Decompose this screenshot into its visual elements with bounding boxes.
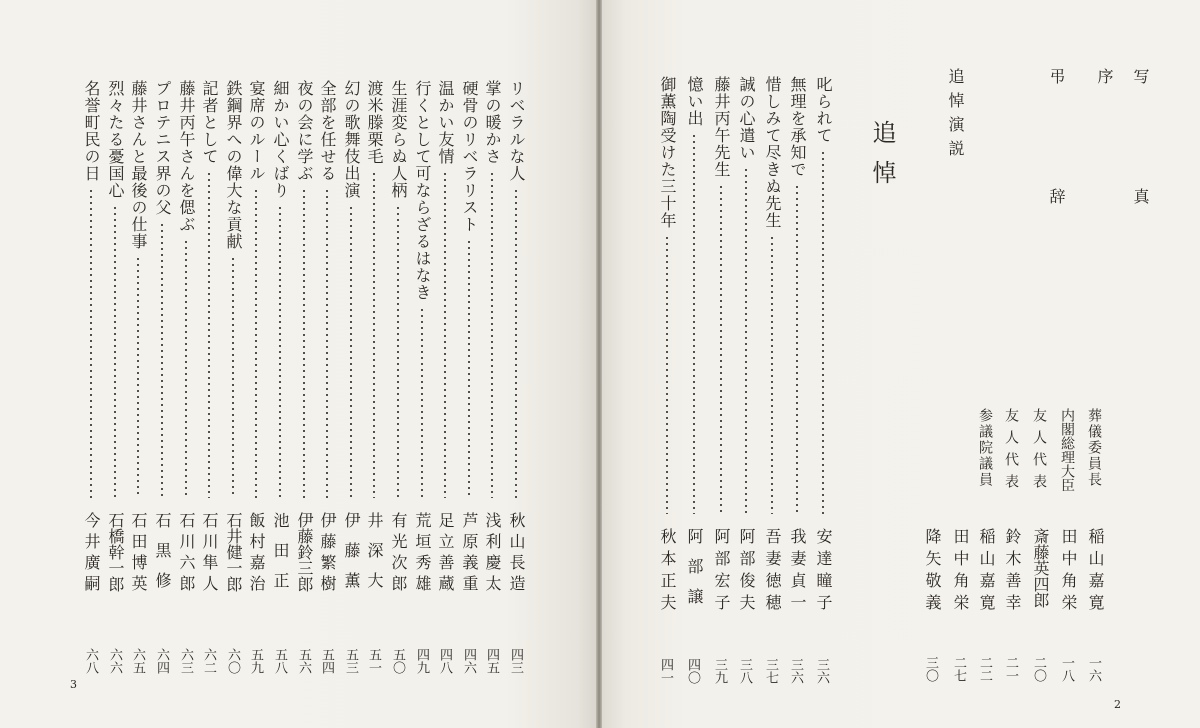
leader-dots <box>745 167 747 514</box>
toc-entry-title: 藤井丙午先生 <box>712 76 731 178</box>
toc-entry-author: 飯村嘉治 <box>247 512 266 596</box>
toc-entry-author: 井深大 <box>365 512 384 602</box>
toc-entry-title: 憶い出 <box>685 76 704 127</box>
official-name: 田中角栄 <box>951 528 970 616</box>
toc-entry-author: 石橋幹一郎 <box>106 512 125 592</box>
leader-dots <box>720 184 722 514</box>
toc-entry-page: 六三 <box>178 648 193 674</box>
toc-entry-page: 四一 <box>658 658 673 684</box>
toc-entry-page: 六六 <box>107 648 122 674</box>
official-role: 葬儀委員長 <box>1086 408 1102 488</box>
toc-entry-page: 五四 <box>319 648 334 674</box>
leader-dots <box>114 205 116 498</box>
toc-entry-page: 三八 <box>737 658 752 684</box>
official-page: 二七 <box>951 656 966 682</box>
toc-entry-author: 浅利慶太 <box>483 512 502 596</box>
leader-dots <box>137 256 139 498</box>
toc-entry-author: 安達瞳子 <box>814 528 833 616</box>
leader-dots <box>421 307 423 498</box>
toc-entry-page: 四〇 <box>685 658 700 684</box>
official-name: 降矢敬義 <box>923 528 942 616</box>
toc-entry-title: 細かい心くばり <box>271 80 290 199</box>
toc-entry-page: 四六 <box>461 648 476 674</box>
toc-entry-title: 藤井丙午さんを偲ぶ <box>177 80 196 233</box>
official-name: 稲山嘉寛 <box>1086 528 1105 616</box>
toc-entry-page: 六〇 <box>225 648 240 674</box>
official-name: 鈴木善幸 <box>1003 528 1022 616</box>
toc-entry-title: リベラルな人 <box>507 80 526 182</box>
toc-entry-page: 四九 <box>414 648 429 674</box>
leader-dots <box>693 133 695 514</box>
toc-entry-author: 芦原義重 <box>460 512 479 596</box>
official-page: 一八 <box>1059 656 1074 682</box>
toc-entry-page: 三七 <box>763 658 778 684</box>
toc-entry-page: 三六 <box>814 658 829 684</box>
toc-entry-author: 阿部俊夫 <box>737 528 756 616</box>
toc-entry-page: 六二 <box>201 648 216 674</box>
right-folio: 2 <box>1114 698 1121 711</box>
toc-entry-page: 三九 <box>712 658 727 684</box>
official-name: 稲山嘉寛 <box>977 528 996 616</box>
right-page <box>602 0 1200 728</box>
toc-entry-author: 伊藤繁樹 <box>318 512 337 596</box>
toc-entry-title: 藤井さんと最後の仕事 <box>129 80 148 250</box>
toc-entry-author: 吾妻徳穂 <box>763 528 782 616</box>
toc-entry-author: 石井健一郎 <box>224 512 243 592</box>
section-title: 追悼 <box>868 120 896 200</box>
toc-entry-title: 幻の歌舞伎出演 <box>342 80 361 199</box>
leader-dots <box>232 256 234 498</box>
leader-dots <box>373 171 375 498</box>
toc-entry-author: 秋本正夫 <box>658 528 677 616</box>
official-page: 二一 <box>1003 656 1018 682</box>
toc-entry-page: 五六 <box>296 648 311 674</box>
toc-entry-title: 夜の会に学ぶ <box>295 80 314 182</box>
toc-entry-page: 六五 <box>130 648 145 674</box>
toc-entry-title: 鉄鋼界への偉大な貢献 <box>224 80 243 250</box>
leader-dots <box>397 205 399 498</box>
toc-entry-author: 伊藤薫 <box>342 512 361 602</box>
official-page: 二〇 <box>1031 656 1046 682</box>
toc-entry-title: 誠の心遣い <box>737 76 756 161</box>
toc-entry-page: 五三 <box>343 648 358 674</box>
leader-dots <box>468 239 470 498</box>
toc-entry-title: 宴席のルール <box>247 80 266 182</box>
toc-entry-author: 有光次郎 <box>389 512 408 596</box>
toc-entry-title: 全部を任せる <box>318 80 337 182</box>
leader-dots <box>771 235 773 514</box>
toc-entry-author: 池田正 <box>271 512 290 602</box>
left-page <box>0 0 596 728</box>
toc-entry-title: 掌の暖かさ <box>483 80 502 165</box>
leader-dots <box>666 235 668 514</box>
toc-entry-page: 五九 <box>248 648 263 674</box>
toc-entry-page: 六八 <box>83 648 98 674</box>
toc-entry-title: 烈々たる憂国心 <box>106 80 125 199</box>
toc-entry-page: 四三 <box>508 648 523 674</box>
leader-dots <box>326 188 328 498</box>
leader-dots <box>796 184 798 514</box>
toc-entry-page: 五〇 <box>390 648 405 674</box>
front-matter-item: 追悼演説 <box>946 68 965 164</box>
toc-entry-title: 惜しみて尽きぬ先生 <box>763 76 782 229</box>
toc-entry-author: 石川隼人 <box>200 512 219 596</box>
leader-dots <box>90 188 92 498</box>
left-folio: 3 <box>70 678 77 691</box>
leader-dots <box>208 171 210 498</box>
toc-entry-title: 硬骨のリベラリスト <box>460 80 479 233</box>
leader-dots <box>444 171 446 498</box>
toc-entry-author: 秋山長造 <box>507 512 526 596</box>
official-page: 二二 <box>977 656 992 682</box>
toc-entry-title: 渡米滕栗毛 <box>365 80 384 165</box>
leader-dots <box>491 171 493 498</box>
toc-entry-title: プロテニス界の父 <box>153 80 172 216</box>
front-matter-item: 弔 辞 <box>1047 68 1066 228</box>
toc-entry-title: 温かい友情 <box>436 80 455 165</box>
toc-entry-author: 我妻貞一 <box>788 528 807 616</box>
toc-entry-page: 六四 <box>154 648 169 674</box>
toc-entry-author: 伊藤鈴三郎 <box>295 512 314 592</box>
leader-dots <box>515 188 517 498</box>
leader-dots <box>303 188 305 498</box>
leader-dots <box>255 188 257 498</box>
toc-entry-author: 阿部宏子 <box>712 528 731 616</box>
official-role: 友人代表 <box>1031 408 1047 496</box>
toc-entry-author: 石川六郎 <box>177 512 196 596</box>
front-matter-item: 序 <box>1095 68 1114 85</box>
toc-entry-title: 無理を承知で <box>788 76 807 178</box>
toc-entry-title: 叱られて <box>814 76 833 144</box>
official-role: 内閣総理大臣 <box>1059 408 1075 492</box>
toc-entry-page: 四五 <box>484 648 499 674</box>
toc-entry-page: 五八 <box>272 648 287 674</box>
toc-entry-page: 五一 <box>366 648 381 674</box>
toc-entry-author: 阿部譲 <box>685 528 704 618</box>
toc-entry-title: 名誉町民の日 <box>82 80 101 182</box>
official-page: 三〇 <box>923 656 938 682</box>
leader-dots <box>185 239 187 498</box>
toc-entry-title: 行くとして可ならざるはなき <box>413 80 432 301</box>
toc-entry-title: 生涯変らぬ人柄 <box>389 80 408 199</box>
leader-dots <box>161 222 163 498</box>
leader-dots <box>822 150 824 514</box>
toc-entry-page: 四八 <box>437 648 452 674</box>
toc-entry-author: 石田博英 <box>129 512 148 596</box>
toc-entry-author: 足立善蔵 <box>436 512 455 596</box>
toc-entry-author: 今井廣嗣 <box>82 512 101 596</box>
official-role: 友人代表 <box>1003 408 1019 496</box>
official-role: 参議院議員 <box>977 408 993 488</box>
toc-entry-author: 荒垣秀雄 <box>413 512 432 596</box>
toc-entry-title: 記者として <box>200 80 219 165</box>
toc-entry-title: 御薫陶受けた三十年 <box>658 76 677 229</box>
official-page: 一六 <box>1086 656 1101 682</box>
official-name: 田中角栄 <box>1059 528 1078 616</box>
leader-dots <box>279 205 281 498</box>
front-matter-item: 写 真 <box>1131 68 1150 228</box>
official-name: 斎藤英四郎 <box>1031 528 1050 608</box>
leader-dots <box>350 205 352 498</box>
toc-entry-author: 石黒修 <box>153 512 172 602</box>
toc-entry-page: 三六 <box>788 658 803 684</box>
